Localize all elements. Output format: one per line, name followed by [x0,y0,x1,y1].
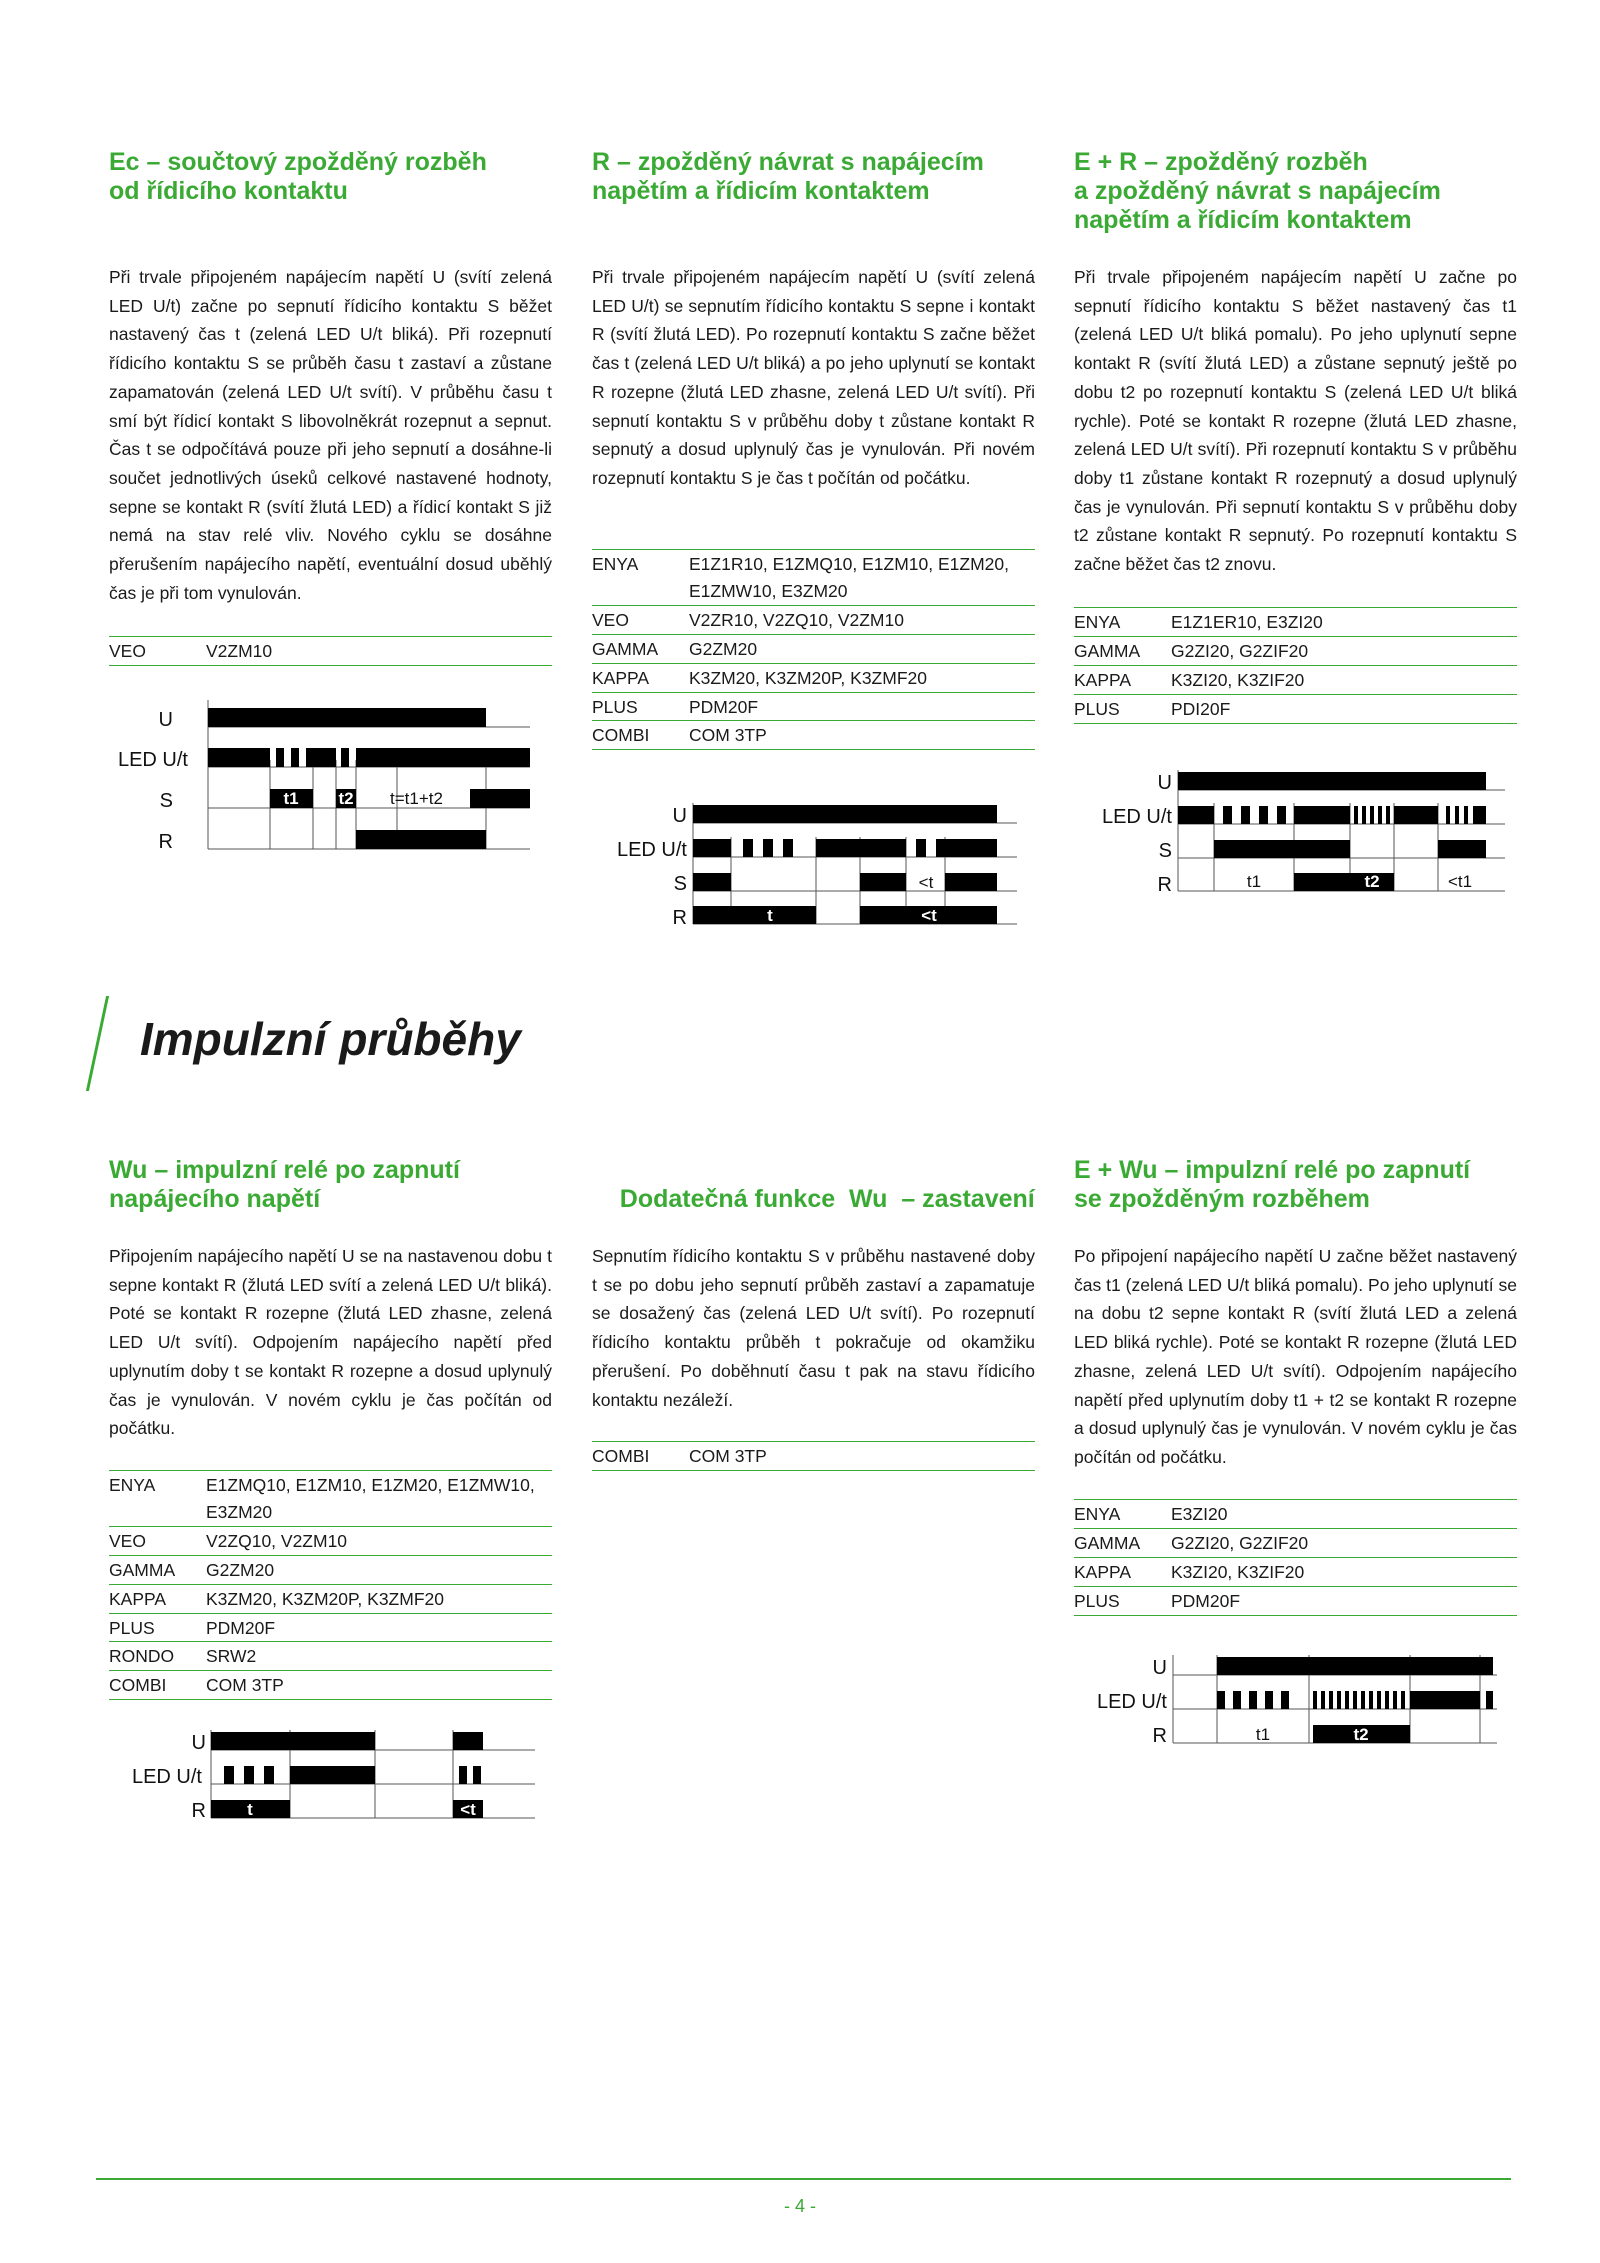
column-ec [109,148,552,661]
label-lt: <t [921,906,937,925]
signal-led [1394,806,1438,824]
signal-led [1370,806,1374,824]
table-row: VEO V2ZQ10, V2ZM10 [109,1526,552,1555]
signal-led [1386,806,1390,824]
column-wu-stop [592,1156,1035,1466]
table-row: KAPPA K3ZI20, K3ZIF20 [1074,1557,1517,1586]
label-r: R [191,1800,206,1822]
label-lt1: <t1 [1447,872,1473,891]
timing-diagram-ewu [1065,1650,1505,1760]
product-table-wu [109,1470,552,1700]
label-t1: t1 [1255,1725,1271,1744]
signal-led [276,748,284,767]
timing-diagram-er [1070,765,1510,900]
signal-led [224,1766,234,1784]
signal-led [244,1766,254,1784]
signal-led [1401,1691,1405,1709]
signal-led [291,748,299,767]
signal-led [1233,1691,1241,1709]
signal-s [693,873,731,891]
label-u: U [158,709,173,731]
label-u: U [1152,1657,1167,1679]
signal-led [1362,806,1366,824]
signal-s [860,873,906,891]
table-row: RONDO SRW2 [109,1642,552,1671]
label-s: S [673,873,687,895]
signal-led [1446,806,1450,824]
body-wu-stop: Sepnutím řídicího kontaktu S v průběhu nastavené doby t se po dobu jeho sepnutí průběh zastaví a zapamatuje se dosažený čas (zelená LED U/t svítí). Po rozepnutí řídicího kontaktu průběh t pokračuje od okamžiku přerušení. Po doběhnutí času t pak na stavu řídicího kontaktu nezáleží. [592,1246,1035,1410]
signal-led [743,839,753,857]
label-t1: t1 [283,789,299,808]
signal-u [1178,772,1486,790]
signal-led [936,839,945,857]
signal-led [783,839,793,857]
signal-led [1265,1691,1273,1709]
table-row: PLUS PDM20F [1074,1586,1517,1615]
signal-led [763,839,773,857]
label-led: LED U/t [117,749,188,771]
table-row: PLUS PDI20F [1074,694,1517,723]
body-wu: Připojením napájecího napětí U se na nastavenou dobu t sepne kontakt R (žlutá LED svítí a zelená LED U/t bliká). Poté se kontakt R rozepne (žlutá LED zhasne, zelená LED U/t svítí). Odpojením napájecího napětí před uplynutím doby t se kontakt R rozepne a dosud uplynulý čas je vynulován. V novém cyklu je čas počítán od počátku. [109,1246,552,1439]
label-t2: t2 [338,789,354,808]
signal-led [1294,806,1350,824]
signal-led [208,748,270,767]
signal-led [1393,1691,1397,1709]
footer-divider [96,2178,1511,2180]
signal-led [264,1766,274,1784]
signal-u [211,1732,375,1750]
table-row: GAMMA G2ZI20, G2ZIF20 [1074,1528,1517,1557]
signal-led [1464,806,1468,824]
signal-led [1259,806,1268,824]
signal-led [1378,806,1382,824]
body-ewu: Po připojení napájecího napětí U začne běžet nastavený čas t1 (zelená LED U/t bliká pomalu). Po jeho uplynutí se na dobu t2 sepne kontakt R (svítí žlutá LED a zelená LED bliká rychle). Poté se kontakt R rozepne (žlutá LED zhasne, zelená LED U/t svítí). Odpojením napájecího napětí před uplynutím doby t1 + t2 se kontakt R rozepne a dosud uplynulý čas je vynulován. V novém cyklu je čas počítán od počátku. [1074,1246,1517,1467]
signal-u [208,708,486,727]
table-row: COMBI COM 3TP [592,721,1035,750]
table-row: ENYA E1Z1ER10, E3ZI20 [1074,608,1517,637]
label-led: LED U/t [616,839,687,861]
signal-s [1214,840,1350,858]
signal-u [693,805,997,823]
table-row: COMBI COM 3TP [592,1442,1035,1471]
label-r: R [672,907,687,929]
signal-led [1486,1691,1493,1709]
label-lt: <t [918,873,934,892]
signal-led [1385,1691,1389,1709]
table-row: VEO V2ZM10 [109,637,552,666]
signal-led [1369,1691,1373,1709]
signal-led [1241,806,1250,824]
label-u: U [672,805,687,827]
signal-led [1217,1691,1225,1709]
signal-s [945,873,997,891]
label-r: R [1152,1725,1167,1747]
table-row: VEO V2ZR10, V2ZQ10, V2ZM10 [592,605,1035,634]
table-row: KAPPA K3ZM20, K3ZM20P, K3ZMF20 [109,1584,552,1613]
label-s: S [159,790,173,812]
signal-led [459,1766,467,1784]
label-led: LED U/t [131,1766,202,1788]
signal-led [1178,806,1214,824]
page-number: - 4 - [783,2196,816,2216]
signal-r [356,830,486,849]
signal-led [1455,806,1459,824]
signal-led [1361,1691,1365,1709]
table-row: KAPPA K3ZI20, K3ZIF20 [1074,665,1517,694]
label-t2: t2 [1364,872,1380,891]
label-t2: t2 [1353,1725,1369,1744]
signal-u [1217,1657,1493,1675]
signal-led [1249,1691,1257,1709]
signal-led [916,839,926,857]
label-lt: <t [460,1800,476,1819]
timing-diagram-ec [100,700,540,860]
table-row: PLUS PDM20F [592,692,1035,721]
signal-led [1377,1691,1381,1709]
table-row: GAMMA G2ZM20 [109,1555,552,1584]
signal-s [470,789,530,808]
signal-led [1337,1691,1341,1709]
label-led: LED U/t [1096,1691,1167,1713]
label-led: LED U/t [1101,806,1172,828]
signal-led [1321,1691,1325,1709]
signal-s [1438,840,1486,858]
heading-wu: Wu – impulzní relé po zapnutí napájecího napětí [109,1156,460,1213]
product-table-ewu [1074,1499,1517,1616]
signal-led [1277,806,1286,824]
table-row: KAPPA K3ZM20, K3ZM20P, K3ZMF20 [592,663,1035,692]
signal-led [1313,1691,1317,1709]
column-ewu [1074,1156,1517,1611]
section-title: Impulzní průběhy [140,1013,521,1065]
signal-led [1223,806,1232,824]
label-u: U [1157,772,1172,794]
heading-r: R – zpožděný návrat s napájecím napětím a řídicím kontaktem [592,148,984,205]
signal-led [341,748,349,767]
product-table-r [592,549,1035,750]
signal-led [1354,806,1358,824]
section-accent [86,996,109,1091]
label-r: R [158,831,173,853]
body-r: Při trvale připojeném napájecím napětí U (svítí zelená LED U/t) se sepnutím řídicího kontaktu S sepne i kontakt R (svítí žlutá LED). Po rozepnutí kontaktu S začne běžet čas t (zelená LED U/t bliká) a po jeho uplynutí se kontakt R rozepne (žlutá LED zhasne, zelená LED U/t svítí). Při sepnutí kontaktu S v průběhu doby t zůstane kontakt R sepnutý a dosud uplynulý čas je vynulován. Při novém rozepnutí kontaktu S je čas t počítán od počátku. [592,267,1035,488]
signal-u [453,1732,483,1750]
product-table-wu-stop [592,1441,1035,1471]
heading-ewu: E + Wu – impulzní relé po zapnutí se zpožděným rozběhem [1074,1156,1471,1213]
column-wu [109,1156,552,1696]
label-t: t [247,1800,253,1819]
table-row: ENYA E1ZMQ10, E1ZM10, E1ZM20, E1ZMW10, E3ZM20 [109,1471,552,1527]
timing-diagram-wu [100,1725,545,1835]
heading-ec: Ec – součtový zpožděný rozběh od řídicího kontaktu [109,148,487,205]
timing-diagram-r [585,795,1025,930]
signal-led [1329,1691,1333,1709]
product-table-er [1074,607,1517,724]
label-t1: t1 [1246,872,1262,891]
label-s: S [1158,840,1172,862]
table-row: ENYA E3ZI20 [1074,1500,1517,1529]
signal-led [945,839,997,857]
signal-led [356,748,530,767]
body-er: Při trvale připojeném napájecím napětí U začne po sepnutí řídicího kontaktu S běžet nastavený čas t1 (zelená LED U/t bliká pomalu). Po jeho uplynutí sepne kontakt R (svítí žlutá LED) a zůstane sepnutý ještě po dobu t2 po rozepnutí kontaktu S (zelená LED U/t bliká rychle). Poté se kontakt R rozepne (žlutá LED zhasne, zelená LED U/t svítí). Při rozepnutí kontaktu S v průběhu doby t1 zůstane kontakt R rozepnutý a dosud uplynulý čas je vynulován. Při sepnutí kontaktu S v průběhu doby t2 zůstane kontakt R sepnutý. Po rozepnutí kontaktu S začne běžet čas t2 znovu. [1074,267,1517,575]
signal-led [1410,1691,1480,1709]
column-er [1074,148,1517,719]
signal-led [1281,1691,1289,1709]
signal-led [473,1766,481,1784]
heading-er: E + R – zpožděný rozběh a zpožděný návrat s napájecím napětím a řídicím kontaktem [1074,148,1441,234]
product-table-ec [109,636,552,666]
signal-led [290,1766,375,1784]
signal-led [816,839,906,857]
signal-r [693,906,816,924]
signal-led [1345,1691,1349,1709]
signal-led [1473,806,1486,824]
label-t: t [767,906,773,925]
table-row: COMBI COM 3TP [109,1671,552,1700]
signal-led [693,839,731,857]
column-r [592,148,1035,746]
heading-wu-stop: Dodatečná funkce Wu – zastavení [619,1185,1035,1213]
label-sum: t=t1+t2 [390,789,443,808]
body-ec: Při trvale připojeném napájecím napětí U (svítí zelená LED U/t) začne po sepnutí řídicího kontaktu S běžet nastavený čas t (zelená LED U/t bliká). Při rozepnutí řídicího kontaktu S se průběh času t zastaví a zůstane zapamatován (zelená LED U/t svítí). V průběhu času t smí být řídicí kontakt S libovolněkrát rozepnut a sepnut. Čas t se odpočítává pouze při jeho sepnutí a dosáhne-li součet jednotlivých úseků celkové nastavené hodnoty, sepne se kontakt R (svítí žlutá LED) a řídicí kontakt S již nemá na stav relé vliv. Nového cyklu se dosáhne přerušením napájecího napětí, eventuální dosud uběhlý čas je při tom vynulován. [109,267,552,603]
signal-led [313,748,336,767]
table-row: GAMMA G2ZI20, G2ZIF20 [1074,636,1517,665]
signal-led [1353,1691,1357,1709]
label-u: U [191,1732,206,1754]
table-row: GAMMA G2ZM20 [592,634,1035,663]
table-row: ENYA E1Z1R10, E1ZMQ10, E1ZM10, E1ZM20, E1ZMW10, E3ZM20 [592,550,1035,606]
table-row: PLUS PDM20F [109,1613,552,1642]
signal-led [306,748,313,767]
label-r: R [1157,874,1172,896]
